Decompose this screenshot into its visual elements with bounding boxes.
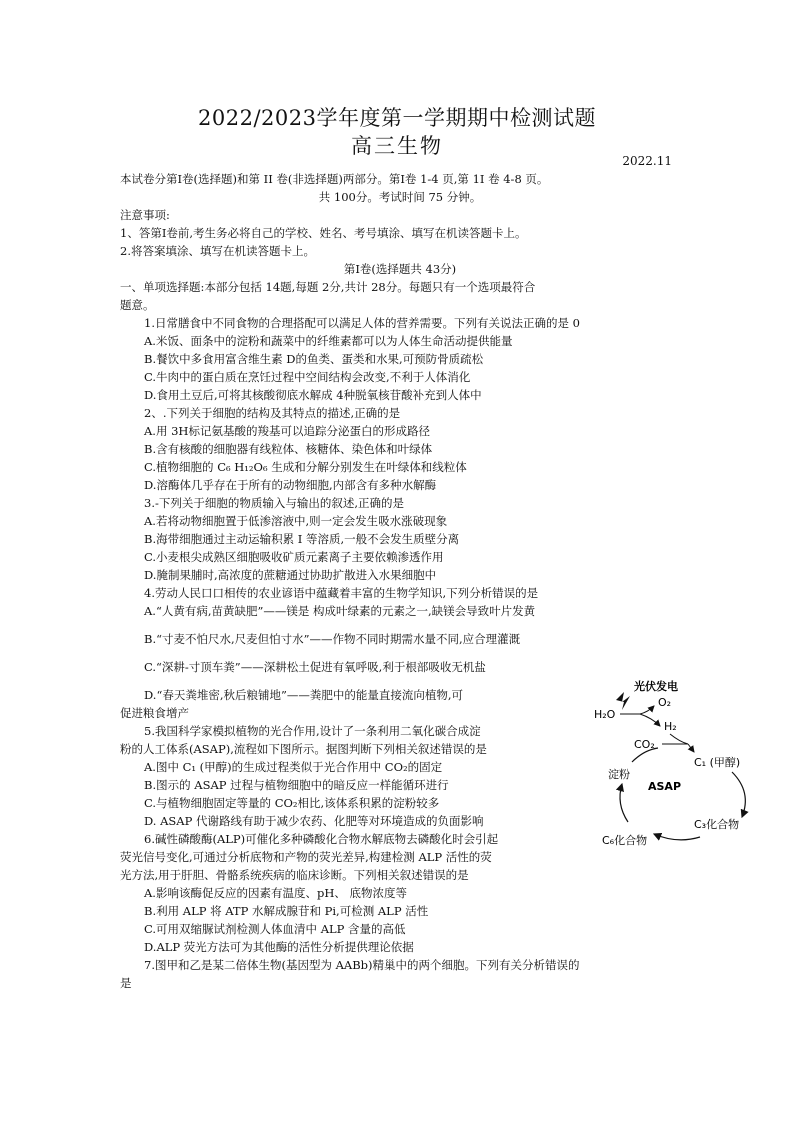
option: C.可用双缩脲试剂检测人体血清中 ALP 含量的高低 — [144, 922, 406, 936]
intro-line: 本试卷分第Ⅰ卷(选择题)和第 II 卷(非选择题)两部分。第Ⅰ卷 1-4 页,第 1I 卷 4-8 页。 — [120, 172, 549, 186]
option: A.若将动物细胞置于低渗溶液中,则一定会发生吸水涨破现象 — [144, 514, 448, 528]
exam-subtitle: 高三生物 — [351, 134, 443, 158]
option: D.ALP 荧光方法可为其他酶的活性分析提供理论依据 — [144, 940, 414, 954]
option: D.溶酶体几乎存在于所有的动物细胞,内部含有多种水解酶 — [144, 478, 437, 492]
option: C.植物细胞的 C₆ H₁₂O₆ 生成和分解分别发生在叶绿体和线粒体 — [144, 460, 467, 474]
option-continued: 促进粮食增产 — [120, 706, 189, 720]
notice-title: 注意事项: — [120, 208, 170, 222]
question-stem: 6.碱性磷酸酶(ALP)可催化多种磷酸化合物水解底物去磷酸化时会引起 — [144, 832, 499, 846]
question-stem: 7.图甲和乙是某二倍体生物(基因型为 AABb)精巢中的两个细胞。下列有关分析错误的 — [144, 958, 580, 972]
part-title: 第Ⅰ卷(选择题共 43分) — [343, 262, 457, 276]
notice-item: 2.将答案填涂、填写在机读答题卡上。 — [120, 244, 315, 258]
option: A.用 3H标记氨基酸的羧基可以追踪分泌蛋白的形成路径 — [144, 424, 430, 438]
question-stem: 是 — [120, 976, 132, 990]
option: D. ASAP 代谢路线有助于减少农药、化肥等对环境造成的负面影响 — [144, 814, 484, 828]
option: A.“人黄有病,苗黄缺肥”——镁是 构成叶绿素的元素之一,缺镁会导致叶片发黄 — [144, 604, 536, 618]
c6-label: C₆化合物 — [602, 834, 648, 847]
c3-label: C₃化合物 — [694, 818, 740, 831]
question-stem: 5.我国科学家模拟植物的光合作用,设计了一条利用二氧化碳合成淀 — [144, 724, 481, 738]
option: D.食用土豆后,可将其核酸彻底水解成 4种脱氧核苷酸补充到人体中 — [144, 388, 482, 402]
option: C.小麦根尖成熟区细胞吸收矿质元素离子主要依赖渗透作用 — [144, 550, 444, 564]
option: B.餐饮中多食用富含维生素 D的鱼类、蛋类和水果,可预防骨质疏松 — [144, 352, 484, 366]
intro-line: 共 100分。考试时间 75 分钟。 — [318, 190, 482, 204]
option: A.米饭、面条中的淀粉和蔬菜中的纤维素都可以为人体生命活动提供能量 — [144, 334, 513, 348]
option: C.“深耕-寸顶车粪”——深耕松土促进有氧呼吸,利于根部吸收无机盐 — [144, 660, 486, 674]
option: B.利用 ALP 将 ATP 水解成腺苷和 Pi,可检测 ALP 活性 — [144, 904, 429, 918]
section-heading: 题意。 — [120, 298, 155, 312]
option: D.“春天粪堆密,秋后粮铺地”——粪肥中的能量直接流向植物,可 — [144, 688, 464, 702]
option: A.图中 C₁ (甲醇)的生成过程类似于光合作用中 CO₂的固定 — [144, 760, 443, 774]
option: B.含有核酸的细胞器有线粒体、核糖体、染色体和叶绿体 — [144, 442, 433, 456]
o2-label: O₂ — [658, 696, 672, 709]
power-label: 光伏发电 — [634, 680, 678, 693]
h2-label: H₂ — [664, 720, 677, 733]
question-stem: 1.日常膳食中不同食物的合理搭配可以满足人体的营养需要。下列有关说法正确的是 0 — [144, 316, 580, 330]
exam-date: 2022.11 — [622, 154, 672, 168]
question-stem: 光方法,用于肝胆、骨骼系统疾病的临床诊断。下列相关叙述错误的是 — [120, 868, 469, 882]
option: A.影响该酶促反应的因素有温度、pH、 底物浓度等 — [144, 886, 408, 900]
c1-label: C₁ (甲醇) — [694, 756, 741, 769]
h2o-label: H₂O — [594, 708, 616, 721]
option: D.腌制果脯时,高浓度的蔗糖通过协助扩散进入水果细胞中 — [144, 568, 437, 582]
option: B.海带细胞通过主动运输积累 I 等溶质,一般不会发生质壁分离 — [144, 532, 460, 546]
question-stem: 粉的人工体系(ASAP),流程如下图所示。据图判断下列相关叙述错误的是 — [120, 742, 487, 756]
section-heading: 一、单项选择题:本部分包括 14题,每题 2分,共计 28分。每题只有一个选项最符合 — [120, 280, 536, 294]
exam-title: 2022/2023学年度第一学期期中检测试题 — [198, 106, 596, 130]
asap-label: ASAP — [648, 780, 682, 793]
starch-label: 淀粉 — [608, 768, 630, 781]
option: B.“寸麦不怕尺水,尺麦但怕寸水”——作物不同时期需水量不同,应合理灌溉 — [144, 632, 521, 646]
question-stem: 荧光信号变化,可通过分析底物和产物的荧光差异,构建检测 ALP 活性的荧 — [120, 850, 492, 864]
option: B.图示的 ASAP 过程与植物细胞中的暗反应一样能循环进行 — [144, 778, 449, 792]
asap-diagram — [582, 672, 792, 872]
notice-item: 1、答第Ⅰ卷前,考生务必将自己的学校、姓名、考号填涂、填写在机读答题卡上。 — [120, 226, 527, 240]
question-stem: 2、.下列关于细胞的结构及其特点的描述,正确的是 — [144, 406, 401, 420]
question-stem: 4.劳动人民口口相传的农业谚语中蕴藏着丰富的生物学知识,下列分析错误的是 — [144, 586, 539, 600]
question-stem: 3.-下列关于细胞的物质输入与输出的叙述,正确的是 — [144, 496, 405, 510]
co2-label: CO₂ — [634, 738, 655, 751]
option: C.与植物细胞固定等量的 CO₂相比,该体系积累的淀粉较多 — [144, 796, 440, 810]
option: C.牛肉中的蛋白质在烹饪过程中空间结构会改变,不利于人体消化 — [144, 370, 471, 384]
